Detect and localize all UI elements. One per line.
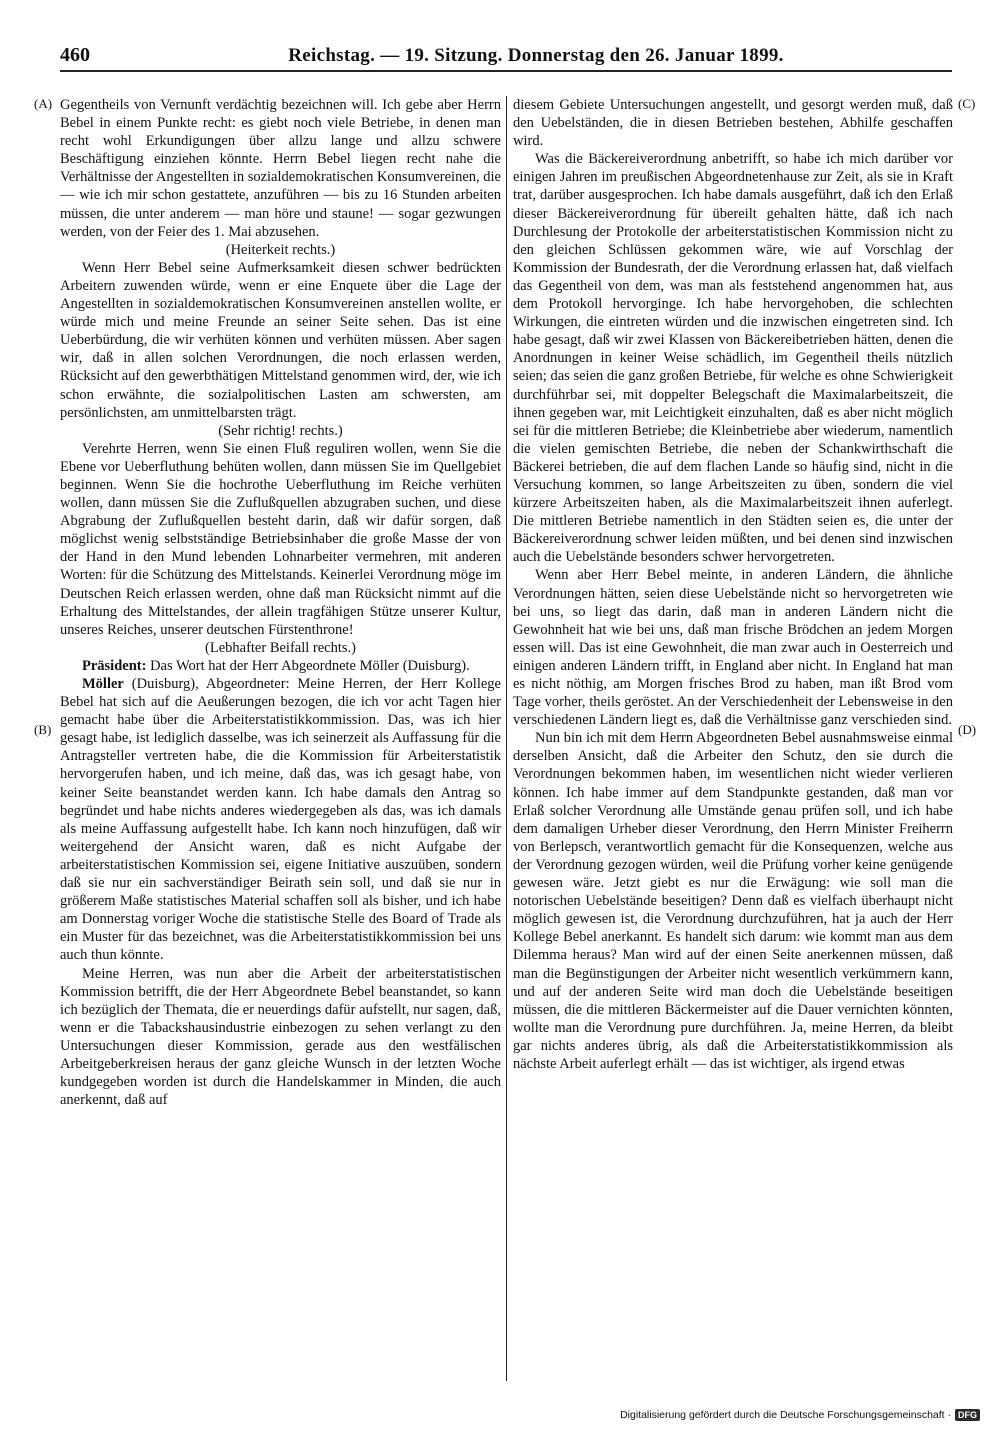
running-head: Reichstag. — 19. Sitzung. Donnerstag den 26. Januar 1899. <box>288 45 784 66</box>
margin-marker-d: (D) <box>958 722 977 737</box>
margin-marker-a: (A) <box>34 96 53 111</box>
paragraph: Was die Bäckereiverordnung anbetrifft, so habe ich mich darüber vor einigen Jahren im preußischen Abgeordnetenhause zur Zeit, als sie in Kraft trat, darüber ausgesprochen. Ich habe damals ausgeführt, daß ich den Erlaß dieser Bäckereiverordnung für übereilt gehalten hätte, daß ich nach Durchlesung der Protokolle der arbeiterstatistischen Kommission nicht zu den gleichen Schlüssen gekommen wäre, wie auf Vorschlag der Kommission der Bundesrath, der die Verordnung erlassen hat, daß vielfach das Gegentheil von dem, was man als feststehend angenommen hat, aus dem Protokoll hervorginge. Ich habe hervorgehoben, die schlechten Wirkungen, die eintreten würden und die inzwischen eingetreten sind. Ich habe gesagt, daß wir zwei Klassen von Bäckereibetrieben hätten, denen die Anordnungen in keiner Weise schädlich, im Gegentheil theils nützlich seien; das seien die ganz großen Betriebe, für welche es ohne Schwierigkeit durchführbar sei, mit doppelter Belegschaft die Maximalarbeitszeit, die ihnen gegeben war, mit Leichtigkeit einzuhalten, daß es aber nicht möglich sei für die mittleren Betriebe; die Kleinbetriebe aber wiederum, namentlich die vielen gemischten Betriebe, die neben der Schankwirthschaft die Bäckerei betrieben, die auf dem flachen Lande so häufig sind, nicht in die Versuchung kommen, so lange Arbeitszeiten zu üben, sondern die viel kürzere Arbeitszeiten haben, als die Maximalarbeitszeit ihnen auferlegt. Die mittleren Betriebe namentlich in den Städten seien es, die unter der Bäckereiverordnung schwer leiden müßten, und bei denen sind inzwischen auch die Uebelstände besonders schwer hervorgetreten. <box>513 151 953 566</box>
speaker-name: Präsident: <box>82 657 147 674</box>
column-divider <box>506 96 507 1381</box>
paragraph: Verehrte Herren, wenn Sie einen Fluß reguliren wollen, wenn Sie die Ebene vor Ueberfluthung behüten wollen, dann müssen Sie im Quellgebiet beginnen. Wenn Sie die hochrothe Ueberfluthung im Reiche verhüten wollen, dann müssen Sie die Zuflußquellen abzugraben suchen, und diese Abgrabung der Zuflußquellen besteht darin, daß wir dafür sorgen, daß möglichst wenig selbstständige Betriebsinhaber die große Masse der von der Hand in den Mund lebenden Lohnarbeiter vermehren, mit anderen Worten: für die Schützung des Mittelstands. Keinerlei Verordnung möge im Deutschen Reich erlassen werden, ohne daß man Rücksicht nimmt auf die Erhaltung des Mittelstandes, der allein tragfähigen Stütze unserer Kultur, unseres Reiches, unserer deutschen Fürstenthrone! <box>60 440 501 638</box>
right-column <box>513 96 953 1073</box>
paragraph: Gegentheils von Vernunft verdächtig bezeichnen will. Ich gebe aber Herrn Bebel in einem Punkte recht: es giebt noch viele Betriebe, in denen man recht wohl Erkundigungen über allzu lange und allzu schwere Beschäftigung einziehen könnte. Herrn Bebel liegen recht nahe die Verhältnisse der Angestellten in sozialdemokratischen Konsumvereinen, die — wie ich mir schon gestattete, anzuführen — bis zu 16 Stunden arbeiten müssen, die unter anderem — man höre und staune! — sogar gezwungen werden, von der Feier des 1. Mai abzusehen. <box>60 97 501 240</box>
digitization-credit <box>620 1409 980 1421</box>
interjection: (Heiterkeit rechts.) <box>225 241 336 258</box>
speech-text: Das Wort hat der Herr Abgeordnete Möller (Duisburg). <box>146 657 470 674</box>
paragraph: Nun bin ich mit dem Herrn Abgeordneten Bebel ausnahmsweise einmal derselben Ansicht, daß die Arbeiter den Schutz, den sie durch die Verordnungen bekommen haben, im wesentlichen nicht wieder verlieren können. Ich habe immer auf dem Standpunkte gestanden, daß man vor Erlaß solcher Verordnung alle Umstände genau prüfen soll, und ich habe dem damaligen Urheber dieser Verordnung, den Herrn Minister Freiherrn von Berlepsch, verantwortlich gemacht für die Konsequenzen, welche aus der Verordnung gezogen würden, weil die Prüfung vorher keine genügende gewesen wäre. Jetzt giebt es nur die Erwägung: wie soll man die notorischen Uebelstände beseitigen? Denn daß es vielfach überhaupt nicht möglich gewesen ist, die Verordnung durchzuführen, hat ja auch der Herr Kollege Bebel anerkannt. Es handelt sich darum: wie kommt man aus dem Dilemma heraus? Man wird auf der einen Seite anerkennen müssen, daß man die Begünstigungen der Arbeiter nicht wesentlich verkümmern kann, und auf der anderen Seite wird man doch die Uebelstände beseitigen müssen, die die mittleren Bäckermeister auf die Dauer vernichten könnten, wollte man die Verordnung pure durchführen. Ja, meine Herren, da bleibt gar nichts anderes übrig, als daß die Arbeiterstatistikkommission als nächste Arbeit auferlegt erhält — das ist wichtiger, als irgend etwas <box>513 730 953 1072</box>
speech-text: (Duisburg), Abgeordneter: Meine Herren, der Herr Kollege Bebel hat sich auf die Aeußerungen bezogen, die ich vor acht Tagen hier gemacht habe über die Arbeiterstatistikkommission. Das, was ich hier gesagt habe, ist lediglich dasselbe, was ich seinerzeit als Auffassung für die Antragsteller vertreten habe, die die Kommission für Arbeiterstatistik hervorgerufen haben, und ich meine, daß das, was ich gesagt habe, von keiner Seite beanstandet werden kann. Ich habe damals den Antrag so begründet und habe nichts anderes wiedergegeben als das, was ich damals als meine Auffassung aufgestellt habe. Ich kann noch hinzufügen, daß wir weitergehend der Ansicht waren, daß es nicht Aufgabe der arbeiterstatistischen Kommission sei, eigene Initiative auszuüben, sondern daß sie nur ein sachverständiger Beirath sein soll, und daß sie nur in größerem Maße statistisches Material schaffen soll als bisher, und ich habe am Donnerstag voriger Woche die statistische Stelle des Board of Trade als ein Muster für das bezeichnet, was die Arbeiterstatistikkommission bei uns auch thun könnte. <box>60 676 501 964</box>
page-header <box>60 44 952 72</box>
paragraph: Wenn aber Herr Bebel meinte, in anderen Ländern, die ähnliche Verordnungen hätten, seien diese Uebelstände nicht so hervorgetreten wie bei uns, so liegt das darin, daß man in anderen Ländern nicht die Gewohnheit hat wie bei uns, daß man frische Brödchen an jedem Morgen essen will. Das ist eine Gewohnheit, die man zwar auch in Oesterreich und einigen anderen Ländern trifft, in England aber nicht. In England hat man es nicht nöthig, am Morgen frisches Brod zu haben, man ißt Brod vom Tage vorher, theils geröstet. An der Verschiedenheit der Lebensweise in den verschiedenen Ländern liegt es, daß die Verhältnisse ganz verschieden sind. <box>513 567 953 729</box>
speech-paragraph <box>60 657 501 675</box>
interjection: (Lebhafter Beifall rechts.) <box>205 639 356 656</box>
paragraph: Meine Herren, was nun aber die Arbeit der arbeiterstatistischen Kommission betrifft, die der Herr Abgeordnete Bebel beanstandet, so kann ich bezüglich der Themata, die er neuerdings dafür aufstellt, nur sagen, daß, wenn er die Tabackshausindustrie einbezogen zu sehen verlangt zu den Untersuchungen dieser Kommission, gerade aus den westfälischen Arbeitgeberkreisen heraus der ganz gleiche Wunsch in der letzten Woche kundgegeben worden ist durch die Handelskammer in Minden, die auch anerkennt, daß auf <box>60 965 501 1109</box>
speech-paragraph <box>60 675 501 965</box>
margin-marker-b: (B) <box>34 722 52 737</box>
speaker-name: Möller <box>82 676 124 692</box>
margin-marker-c: (C) <box>958 96 976 111</box>
credit-text: Digitalisierung gefördert durch die Deutsche Forschungsgemeinschaft · <box>620 1409 951 1421</box>
dfg-logo: DFG <box>955 1409 980 1421</box>
interjection: (Sehr richtig! rechts.) <box>218 422 343 439</box>
paragraph: Wenn Herr Bebel seine Aufmerksamkeit diesen schwer bedrückten Arbeitern zuwenden würde, wenn er eine Enquete über die Lage der Angestellten in sozialdemokratischen Konsumvereinen anstellen wollte, er würde mich und meine Freunde an seiner Seite sehen. Das ist eine Ueberbürdung, die wir verhüten können und verhüten müssen. Aber sagen wir, daß in allen solchen Verordnungen, die noch erlassen werden, Rücksicht auf den gewerbthätigen Mittelstand genommen wird, der, wie ich schon erwähnte, die sozialpolitischen Lasten am schwersten, am persönlichsten, am unmittelbarsten trägt. <box>60 259 501 421</box>
paragraph: diesem Gebiete Untersuchungen angestellt, und gesorgt werden muß, daß den Uebelständen, die in diesen Betrieben bestehen, Abhilfe geschaffen wird. <box>513 97 953 150</box>
page-number: 460 <box>60 44 90 66</box>
left-column <box>60 96 501 1109</box>
